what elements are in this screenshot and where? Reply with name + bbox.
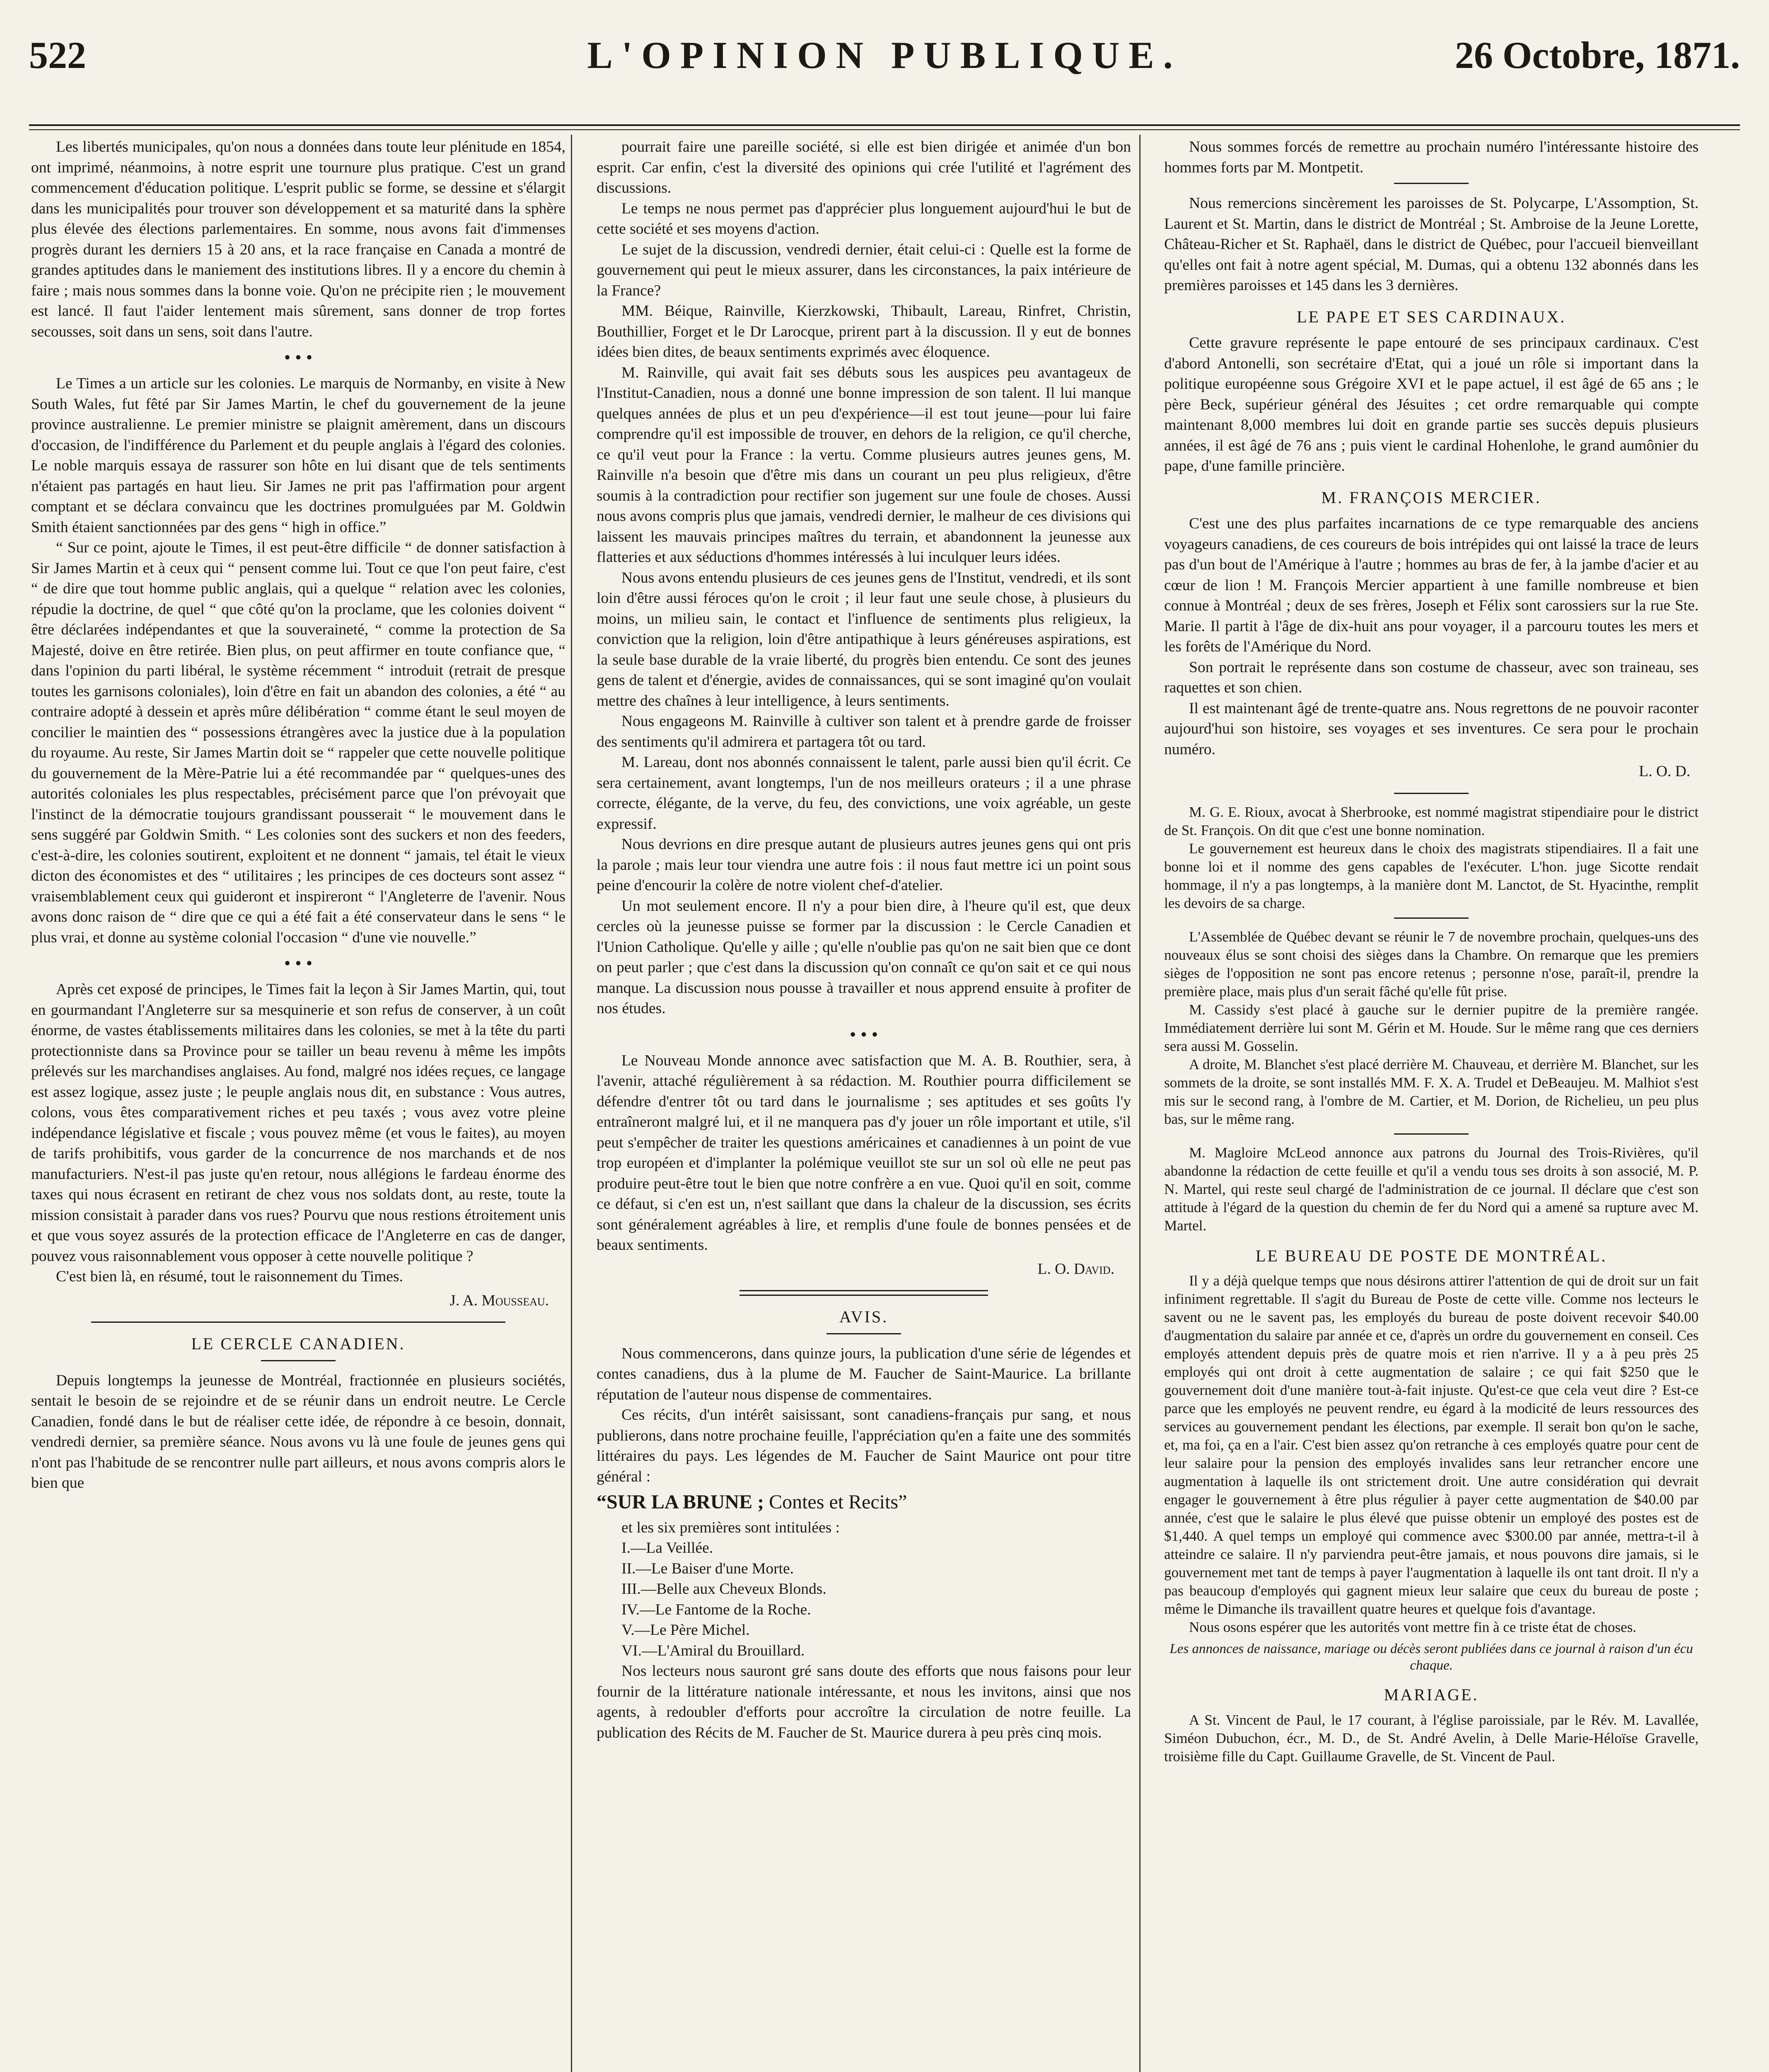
article-paragraph: Il y a déjà quelque temps que nous désirons attirer l'attention de qui de droit sur un fait infiniment regrettable. Il s'agit du Bureau de Poste de cette ville. Comme nos lecteurs le savent ou ne le savent pas, les employés du bureau de poste doivent recevoir $40.00 d'augmentation du salaire par année et ce, d'après un ordre du gouvernement en conseil. Ces employés attendent depuis près de quatre mois et rien n'arrive. Il y a à peu près 25 employés qui ont droit à cette augmentation de salaire ; ce qui fait $250 que le gouvernement doit d'une manière tout-à-fait injuste. Qu'est-ce que cela veut dire ? Est-ce parce que les employés ne peuvent rendre, eu égard à la modicité de leurs ressources des services au gouvernement pendant les élections, par exemple. Il serait bon qu'on le sache, et, ma foi, ça en a l'air. C'est bien assez qu'on retranche à ces employés quatre pour cent de leur salaire pour la pension des employés invalides sans leur retrancher encore une augmentation à laquelle ils ont strictement droit. Une autre considération qui devrait engager le gouvernement à être plus régulier à payer cette augmentation de $40.00 par année, c'est que le salaire le plus élevé que puisse obtenir un employé des postes est de $1,440. A quel temps un employé qui commence avec $300.00 par année, mettra-t-il à atteindre ce salaire. Il n'y parviendra peut-être jamais, et nous pouvons dire jamais, si le gouvernement met tant de temps à payer l'augmentation à laquelle ils ont tant droit. Il n'y a pas beaucoup d'employés qui gagnent mieux leur salaire que ceux du bureau de poste ; même le Dimanche ils travaillent quatre heures et quelque fois d'avantage.: [1164, 1273, 1699, 1617]
list-item: IV.—Le Fantome de la Roche.: [621, 1601, 811, 1618]
list-item: II.—Le Baiser d'une Morte.: [621, 1560, 794, 1577]
issue-date: 26 Octobre, 1871.: [1455, 34, 1740, 76]
article-paragraph: “ Sur ce point, ajoute le Times, il est peut-être difficile “ de donner satisfaction à Sir James Martin et à ceux qui “ pensent comme lui. Tout ce que l'on peut faire, c'est “ de dire que tout homme public anglais, qui a quelque “ relation avec les colonies, répudie la doctrine, de quel “ que côté qu'on la proclame, que les colonies doivent “ être déclarées indépendantes et que la souveraineté, “ comme la protection de Sa Majesté, doive en être retirée. Bien plus, on peut affirmer en toute confiance que, “ dans l'opinion du parti libéral, le système récemment “ introduit (retrait de presque toutes les garnisons coloniales), loin d'être en fait un abandon des colonies, a été “ au contraire adopté à dessein et après mûre délibération “ comme étant le seul moyen de concilier le maintien des “ possessions étrangères avec la justice due à la population du royaume. Au reste, Sir James Martin doit se “ rappeler que cette nouvelle politique du gouvernement de la Mère-Patrie lui a été recommandée par “ quelques-unes des autorités coloniales les plus respectables, précisément parce que l'on prévoyait que l'instinct de la démocratie toujours grandissant pousserait “ le mouvement dans le sens suggéré par Goldwin Smith. “ Les colonies sont des suckers et non des feeders, c'est-à-dire, les colonies soutirent, exploitent et ne donnent “ jamais, tel était le vieux dicton des économistes et des “ utilitaires ; les principes de ces docteurs sont assez “ vraisemblablement ceux qui guideront et inspireront “ l'Angleterre de l'avenir. Nous avons donc raison de “ dire que ce qui a été fait a été conservateur dans le sens “ le plus vrai, et donne au système colonial l'occasion “ d'une vie nouvelle.”: [31, 539, 566, 946]
article-paragraph: Le Times a un article sur les colonies. Le marquis de Normanby, en visite à New South Wales, fut fêté par Sir James Martin, le chef du gouvernement de la jeune province australienne. Le premier ministre se plaignit amèrement, dans un discours d'occasion, de l'indifférence du Parlement et du peuple anglais à l'égard des colonies. Le noble marquis essaya de rassurer son hôte en lui disant que de tels sentiments n'étaient pas partagés en haut lieu. Sir James ne prit pas l'affirmation pour argent comptant et se déclara convaincu que les doctrines promulguées par M. Goldwin Smith étaient sanctionnées par des gens “ high in office.”: [31, 375, 566, 536]
article-paragraph: MM. Béique, Rainville, Kierzkowski, Thibault, Lareau, Rinfret, Christin, Bouthillier, Forget et le Dr Larocque, prirent part à la discussion. Il y eut de bonnes idées bien dites, de beaux sentiments exprimés avec éloquence.: [597, 303, 1131, 361]
feature-title-subtitle: Contes et Recits”: [769, 1491, 907, 1513]
article-paragraph: Le sujet de la discussion, vendredi dernier, était celui-ci : Quelle est la forme de gouvernement qui peut le mieux assurer, dans les circonstances, la paix intérieure de la France?: [597, 241, 1131, 299]
feature-title-main: “SUR LA BRUNE ;: [597, 1491, 764, 1513]
article-paragraph: M. Rainville, qui avait fait ses débuts sous les auspices peu avantageux de l'Institut-Canadien, nous a donné une bonne impression de son talent. Il lui manque quelques années de plus et un peu d'expérience—il est tout jeune—pour lui faire comprendre qu'il est impossible de trouver, en dehors de la religion, ce qu'il cherche, ce qu'il veut pour la France : la vertu. Comme plusieurs autres jeunes gens, M. Rainville n'a besoin que d'être mis dans un courant un peu plus religieux, d'être soumis à la contradiction pour rectifier son jugement sur une foule de choses. Aussi nous avons compris plus que jamais, vendredi dernier, le malheur de ces divisions qui laissent les mauvais principes maîtres du terrain, et abandonnent la jeunesse aux flatteries et aux séductions d'hommes intéressés à lui inculquer leurs idées.: [597, 364, 1131, 566]
list-item: V.—Le Père Michel.: [621, 1622, 750, 1639]
article-paragraph: M. Magloire McLeod annonce aux patrons du Journal des Trois-Rivières, qu'il abandonne la rédaction de cette feuille et qu'il a vendu tous ses droits à son associé, M. P. N. Martel, qui reste seul chargé de l'administration de ce journal. Il déclare que c'est son attitude à l'égard de la question du chemin de fer du Nord qui a amené sa rupture avec M. Martel.: [1164, 1144, 1699, 1234]
author-initials: L. O. D.: [1639, 763, 1690, 780]
section-ornament: • • •: [284, 347, 313, 368]
section-ornament: • • •: [284, 953, 313, 973]
feature-title: [597, 1492, 1131, 1513]
article-paragraph: Un mot seulement encore. Il n'y a pour bien dire, à l'heure qu'il est, que deux cercles où la jeunesse puisse se former par la discussion : le Cercle Canadien et l'Union Catholique. Qu'elle y aille ; qu'elle n'oublie pas qu'on ne sait bien que ce dont on peut parler ; que c'est dans la discussion qu'on connaît ce qu'on sait et ce qui nous manque. La discussion nous pousse à travailler et nous apprend ensuite à profiter de nos études.: [597, 897, 1131, 1017]
article-paragraph: Nous remercions sincèrement les paroisses de St. Polycarpe, L'Assomption, St. Laurent et St. Martin, dans le district de Montréal ; St. Ambroise de la Jeune Lorette, Château-Richer et St. Raphaël, dans le district de Québec, pour l'accueil bienveillant qu'elles ont fait à notre agent spécial, M. Dumas, qui a obtenu 132 abonnés dans les premières paroisses et 145 dans les 3 dernières.: [1164, 195, 1699, 294]
header-rule-bottom: [29, 129, 1740, 130]
article-paragraph: Nous devrions en dire presque autant de plusieurs autres jeunes gens qui ont pris la parole ; mais leur tour viendra une autre fois : il nous faut mettre ici un point sous peine d'encourir la colère de notre violent chef-d'atelier.: [597, 836, 1131, 894]
column-2: [597, 137, 1131, 2072]
list-item: III.—Belle aux Cheveux Blonds.: [621, 1581, 826, 1598]
article-paragraph: Il est maintenant âgé de trente-quatre ans. Nous regrettons de ne pouvoir raconter aujourd'hui son histoire, ses voyages et ses inventures. Ce sera pour le prochain numéro.: [1164, 700, 1699, 758]
article-paragraph: A St. Vincent de Paul, le 17 courant, à l'église paroissiale, par le Rév. M. Lavallée, Siméon Dubuchon, écr., M. D., de St. André Avelin, à Delle Marie-Héloïse Gravelle, troisième fille du Capt. Guillaume Gravelle, de St. Vincent de Paul.: [1164, 1711, 1699, 1765]
article-paragraph: M. Lareau, dont nos abonnés connaissent le talent, parle aussi bien qu'il écrit. Ce sera certainement, avant longtemps, l'un de nos meilleurs orateurs ; il a une phrase correcte, élégante, de la verve, du feu, des convictions, une voix agréable, un geste expressif.: [597, 754, 1131, 833]
article-paragraph: Nous commencerons, dans quinze jours, la publication d'une série de légendes et contes canadiens, dus à la plume de M. Faucher de Saint-Maurice. La brillante réputation de l'auteur nous dispense de commentaires.: [597, 1345, 1131, 1403]
article-paragraph: M. Cassidy s'est placé à gauche sur le dernier pupitre de la première rangée. Immédiatement derrière lui sont M. Gérin et M. Houde. Sur le même rang que ces derniers sera aussi M. Gosselin.: [1164, 1001, 1699, 1054]
section-heading: M. FRANÇOIS MERCIER.: [1321, 488, 1542, 507]
author-signature: L. O. David.: [1037, 1260, 1114, 1278]
article-paragraph: Le gouvernement est heureux dans le choix des magistrats stipendiaires. Il a fait une bonne loi et il nomme des gens capables de l'exécuter. L'hon. juge Sicotte rendait hommage, il n'y a pas longtemps, à la manière dont M. Lanctot, de St. Hyacinthe, remplit les devoirs de sa charge.: [1164, 840, 1699, 911]
article-paragraph: Nous osons espérer que les autorités vont mettre fin à ce triste état de choses.: [1189, 1619, 1636, 1635]
article-paragraph: Nous avons entendu plusieurs de ces jeunes gens de l'Institut, vendredi, et ils sont loin d'être aussi féroces qu'on le croit ; il leur faut une seule chose, à plusieurs du moins, un milieu sain, le contact et l'influence de sentiments plus religieux, la conviction que la religion, loin d'être antipathique à leurs généreuses aspirations, est la seule base durable de la vraie liberté, du progrès bien entendu. Ce sont des jeunes gens de talent et d'énergie, avides de connaissances, qui se sont imaginé qu'on voulait mettre des chaînes à leur intelligence, à leurs sentiments.: [597, 569, 1131, 709]
page-number: 522: [29, 34, 86, 76]
list-item: I.—La Veillée.: [621, 1539, 713, 1556]
article-paragraph: Ces récits, d'un intérêt saisissant, sont canadiens-français pur sang, et nous publierons, dans notre prochaine feuille, l'appréciation qu'en a faite une des sommités littéraires du pays. Les légendes de M. Faucher de Saint Maurice ont pour titre général :: [597, 1406, 1131, 1485]
article-paragraph: L'Assemblée de Québec devant se réunir le 7 de novembre prochain, quelques-uns des nouveaux élus se sont choisi des sièges dans la Chambre. On remarque que les premiers sièges de l'opposition ne sont pas encore retenus ; personne n'ose, paraît-il, prendre la première place, mais plus d'un serait fâché qu'elle fût prise.: [1164, 928, 1699, 1000]
heading-rule: [826, 1333, 901, 1334]
article-paragraph: Nous engageons M. Rainville à cultiver son talent et à prendre garde de froisser des sentiments qu'il admirera et partagera tôt ou tard.: [597, 713, 1131, 750]
article-paragraph: Le Nouveau Monde annonce avec satisfaction que M. A. B. Routhier, sera, à l'avenir, attaché régulièrement à sa rédaction. M. Routhier pourra difficilement se défendre d'entrer tôt ou tard dans le journalisme ; ses aptitudes et ses goûts l'y entraîneront malgré lui, et il ne manquera pas d'y jouer un rôle important et utile, s'il peut s'empêcher de traiter les questions américaines et canadiennes à un point de vue trop européen et d'implanter la polémique veuillot ste sur un sol où elle ne peut pas produire peut-être tout le bien que notre confrère a en vue. Quoi qu'il en soit, comme ce défaut, si c'en est un, n'est saillant que dans la chaleur de la discussion, ses écrits sont généralement agréables à lire, et remplis d'une foule de bonnes pensées et de beaux sentiments.: [597, 1052, 1131, 1254]
article-paragraph: A droite, M. Blanchet s'est placé derrière M. Chauveau, et derrière M. Blanchet, sur les sommets de la droite, se sont installés MM. F. X. A. Trudel et DeBeaujeu. M. Malhiot s'est mis sur le second rang, à l'ombre de M. Cartier, et M. Dorion, de Richelieu, un peu plus bas, sur le même rang.: [1164, 1056, 1699, 1127]
list-item: VI.—L'Amiral du Brouillard.: [621, 1642, 805, 1659]
section-rule: [1394, 183, 1469, 184]
article-paragraph: M. G. E. Rioux, avocat à Sherbrooke, est nommé magistrat stipendiaire pour le district de St. François. On dit que c'est une bonne nomination.: [1164, 804, 1699, 838]
column-1: [31, 137, 566, 2072]
article-paragraph: Après cet exposé de principes, le Times fait la leçon à Sir James Martin, qui, tout en gourmandant l'Angleterre sur sa mesquinerie et son refus de conserver, à un coût énorme, de vastes établissements militaires dans les colonies, se met à la tête du parti protectionniste dans sa Province pour se tailler un beau revenu à même les impôts prélevés sur les marchandises anglaises. Au fond, malgré nos idées reçues, ce langage est assez logique, assez juste ; le peuple anglais nous dit, en substance : Vous autres, colons, vous êtes comparativement riches et peu taxés ; vous avez votre pleine indépendance législative et fiscale ; vous pouvez même (et vous le faites), au moyen de tarifs prohibitifs, vous garder de la concurrence de nos marchands et de nos manufacturiers. N'est-il pas juste qu'en retour, nous allégions le fardeau énorme des taxes qui nous écrasent en retirant de chez vous nos soldats dont, au reste, toute la mission consistait à parader dans vos rues? Pourvu que nous restions étroitement unis et que vous soyez assurés de la protection efficace de l'Angleterre en cas de danger, pouvez vous raisonnablement vous opposer à cette nouvelle politique ?: [31, 981, 566, 1265]
article-paragraph: Les libertés municipales, qu'on nous a données dans toute leur plénitude en 1854, ont imprimé, néanmoins, à notre esprit une tournure plus pratique. C'est un grand commencement d'éducation politique. L'esprit public se forme, se dessine et s'élargit dans les municipalités pour trouver son développement et sa maturité dans la sphère plus élevée des élections parlementaires. En somme, nous avons fait d'immenses progrès durant les derniers 15 à 20 ans, et la race française en Canada a montré de grandes aptitudes dans le maniement des institutions libres. Il y a encore du chemin à faire ; mais nous sommes dans la bonne voie. Qu'on ne précipite rien ; le mouvement est lancé. Il faut l'aider lentement mais sûrement, sans donner de trop fortes secousses, soit dans un sens, soit dans l'autre.: [31, 138, 566, 340]
section-heading: LE CERCLE CANADIEN.: [191, 1334, 406, 1353]
header-rule-top: [29, 124, 1740, 126]
list-intro: et les six premières sont intitulées :: [621, 1519, 840, 1536]
article-paragraph: Depuis longtemps la jeunesse de Montréal, fractionnée en plusieurs sociétés, sentait le besoin de se rejoindre et de se réunir dans un endroit neutre. Le Cercle Canadien, fondé dans le but de réaliser cette idée, de répondre à ce besoin, donnait, vendredi dernier, sa première séance. Nous avons vu là une foule de jeunes gens qui n'ont pas l'habitude de se rencontrer nulle part ailleurs, et nous avons compris alors le bien que: [31, 1372, 566, 1491]
section-rule: [1394, 917, 1469, 919]
section-rule: [1394, 793, 1469, 794]
notice-text: Les annonces de naissance, mariage ou décès seront publiées dans ce journal à raison d'un écu chaque.: [1170, 1641, 1693, 1673]
section-heading: LE BUREAU DE POSTE DE MONTRÉAL.: [1255, 1246, 1607, 1265]
article-paragraph: Nous sommes forcés de remettre au prochain numéro l'intéressante histoire des hommes forts par M. Montpetit.: [1164, 138, 1699, 176]
article-paragraph: Nos lecteurs nous sauront gré sans doute des efforts que nous faisons pour leur fournir de la littérature nationale intéressante, et nous les invitons, ainsi que nos agents, à redoubler d'efforts pour accroître la circulation de notre feuille. La publication des Récits de M. Faucher de St. Maurice durera à peu près cinq mois.: [597, 1663, 1131, 1741]
section-heading: MARIAGE.: [1384, 1685, 1479, 1704]
article-paragraph: Cette gravure représente le pape entouré de ses principaux cardinaux. C'est d'abord Antonelli, son secrétaire d'Etat, qui a joué un rôle si important dans la politique européenne sous Grégoire XVI et le pape actuel, il est âgé de 65 ans ; le père Beck, supérieur général des Jésuites ; cet ordre remarquable qui compte maintenant 8,000 membres lui doit en grande partie ses succès depuis plusieurs années, il est âgé de 76 ans ; puis vient le cardinal Hohenlohe, le grand aumônier du pape, d'une famille princière.: [1164, 334, 1699, 474]
section-ornament: • • •: [849, 1024, 878, 1045]
newspaper-title: L'OPINION PUBLIQUE.: [587, 34, 1182, 76]
section-heading: AVIS.: [839, 1307, 889, 1326]
heading-rule: [261, 1360, 336, 1361]
author-signature: J. A. Mousseau.: [450, 1292, 549, 1309]
section-rule: [91, 1322, 505, 1323]
section-heading: LE PAPE ET SES CARDINAUX.: [1296, 307, 1566, 326]
masthead: [29, 33, 1740, 83]
section-rule: [1394, 1133, 1469, 1135]
column-3: [1164, 137, 1699, 2072]
column-divider-2: [1139, 135, 1141, 2072]
article-paragraph: Le temps ne nous permet pas d'apprécier plus longuement aujourd'hui le but de cette société et ses moyens d'action.: [597, 200, 1131, 237]
article-paragraph: Son portrait le représente dans son costume de chasseur, avec son traineau, ses raquettes et son chien.: [1164, 658, 1699, 696]
article-paragraph: pourrait faire une pareille société, si elle est bien dirigée et animée d'un bon esprit. Car enfin, c'est la diversité des opinions qui crée l'utilité et l'agrément des discussions.: [597, 138, 1131, 196]
article-paragraph: C'est bien là, en résumé, tout le raisonnement du Times.: [56, 1268, 403, 1285]
section-rule: [740, 1290, 988, 1296]
column-divider-1: [571, 135, 572, 2072]
article-paragraph: C'est une des plus parfaites incarnations de ce type remarquable des anciens voyageurs canadiens, de ces coureurs de bois intrépides qui ont laissé la trace de leurs pas d'un bout de l'Amérique à l'autre ; hommes au bras de fer, à la jambe d'acier et au cœur de lion ! M. François Mercier appartient à une famille nombreuse et bien connue à Montréal ; deux de ses frères, Joseph et Félix sont carossiers sur la rue Ste. Marie. Il partit à l'âge de dix-huit ans pour voyager, il a parcouru toutes les mers et les forêts de l'Amérique du Nord.: [1164, 515, 1699, 655]
